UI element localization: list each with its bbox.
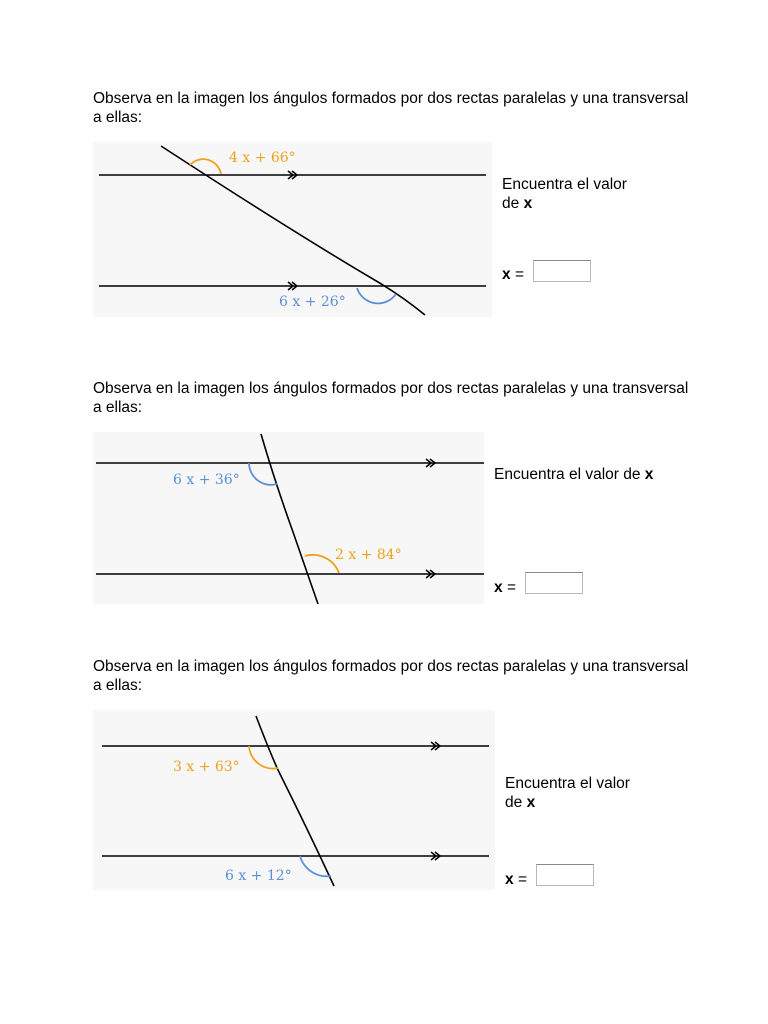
top-angle-label: 3 x + 63° xyxy=(173,759,240,775)
prompt-text: Encuentra el valor xyxy=(505,775,630,792)
problem-3-answer-label xyxy=(505,871,527,889)
prompt-text: Encuentra el valor de xyxy=(494,466,645,483)
problem-1-answer-input[interactable] xyxy=(533,260,591,282)
answer-var: x xyxy=(505,871,514,888)
bottom-angle-label: 2 x + 84° xyxy=(335,547,402,563)
problem-3-figure xyxy=(93,710,495,890)
problem-3-intro: Observa en la imagen los ángulos formados por dos rectas paralelas y una transversal a ellas: xyxy=(93,658,689,694)
prompt-variable: x xyxy=(523,195,533,212)
prompt-text-2: de xyxy=(505,794,527,811)
problem-2-answer-label xyxy=(494,579,516,597)
problem-1-figure xyxy=(93,142,492,317)
prompt-text: Encuentra el valor xyxy=(502,176,627,193)
answer-var: x xyxy=(502,266,511,283)
equals-sign: = xyxy=(506,579,516,596)
problem-1-prompt xyxy=(502,175,627,213)
prompt-variable: x xyxy=(526,794,536,811)
bottom-angle-label: 6 x + 26° xyxy=(279,294,346,310)
bottom-angle-arc xyxy=(300,856,331,876)
transversal-line xyxy=(256,716,334,886)
top-angle-arc xyxy=(190,159,221,174)
equals-sign: = xyxy=(514,266,524,283)
bottom-angle-label: 6 x + 12° xyxy=(225,868,292,884)
problem-3-prompt xyxy=(505,774,630,812)
answer-var: x xyxy=(494,579,503,596)
prompt-text-2: de xyxy=(502,195,524,212)
top-angle-arc xyxy=(249,746,278,769)
top-angle-label: 4 x + 66° xyxy=(229,150,296,166)
top-angle-label: 6 x + 36° xyxy=(173,472,240,488)
problem-3-answer-input[interactable] xyxy=(536,864,594,886)
problem-2-figure xyxy=(93,432,484,604)
problem-2-prompt xyxy=(494,465,653,484)
problem-2-intro: Observa en la imagen los ángulos formados por dos rectas paralelas y una transversal a ellas: xyxy=(93,380,689,416)
bottom-angle-arc xyxy=(305,555,339,573)
problem-1-answer-label xyxy=(502,266,524,284)
transversal-line xyxy=(261,434,318,604)
equals-sign: = xyxy=(517,871,527,888)
problem-2-answer-input[interactable] xyxy=(525,572,583,594)
prompt-variable: x xyxy=(644,466,654,483)
problem-1-intro: Observa en la imagen los ángulos formados por dos rectas paralelas y una transversal a ellas: xyxy=(93,90,689,126)
